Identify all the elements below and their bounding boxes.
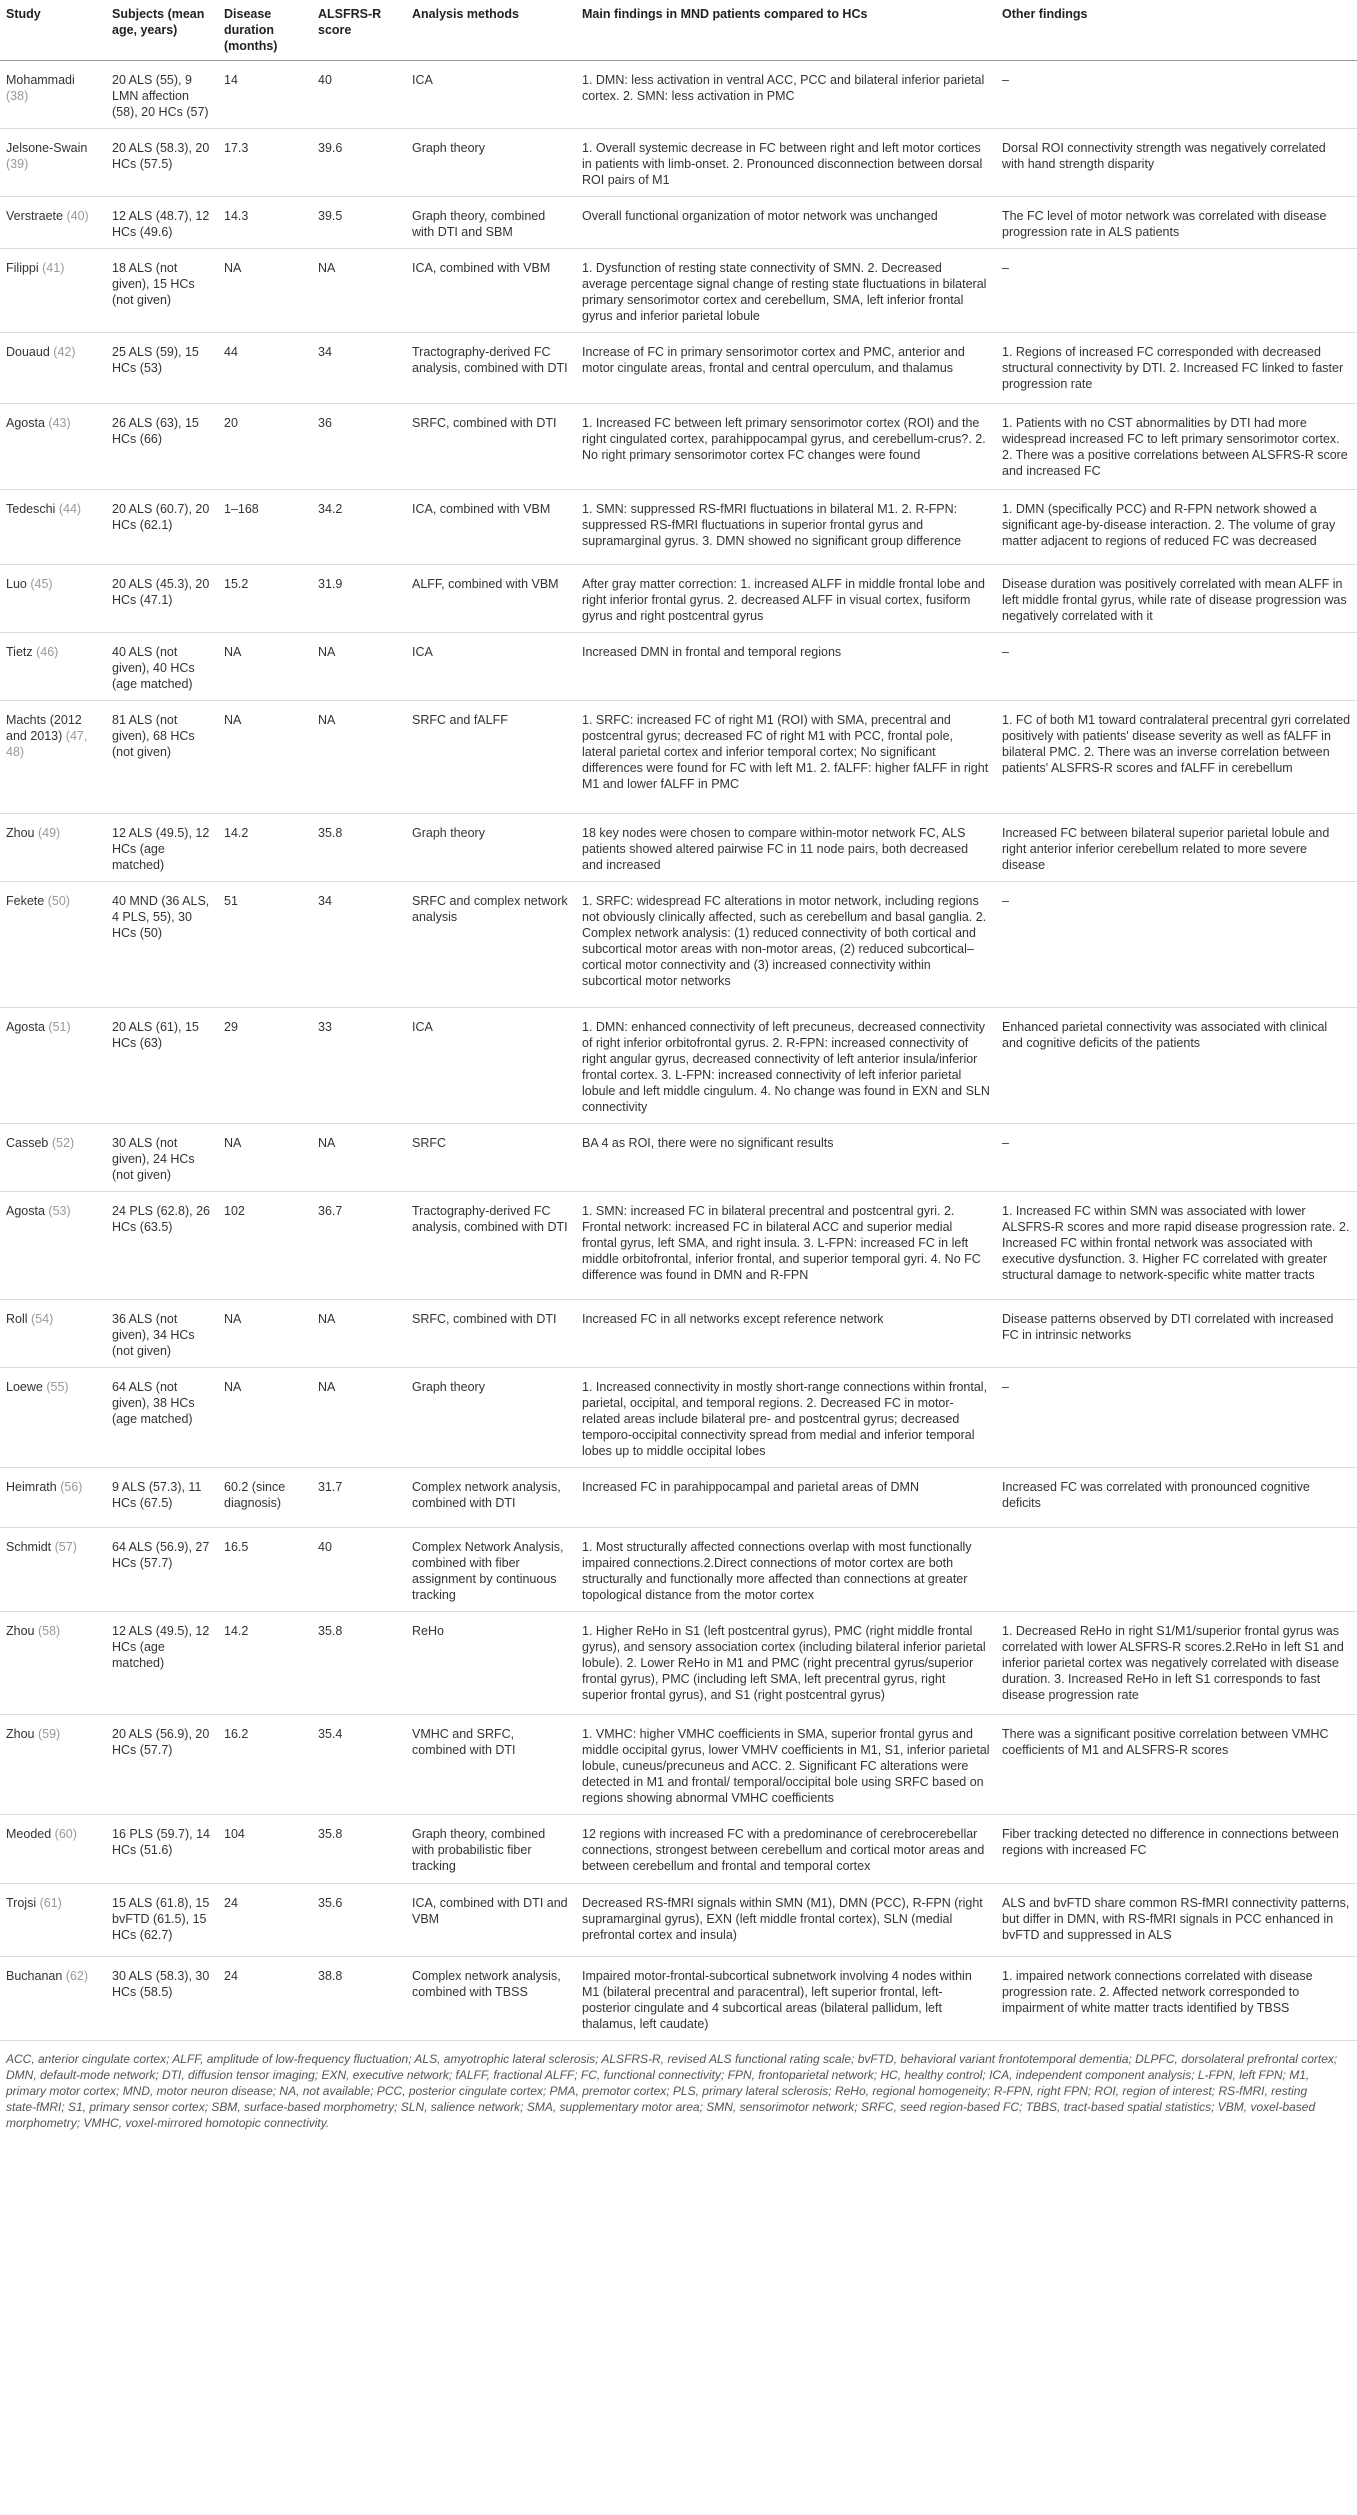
study-reference-link[interactable]: (45)	[30, 577, 53, 591]
analysis-methods-cell: Graph theory	[406, 814, 576, 882]
study-reference-link[interactable]: (38)	[6, 89, 29, 103]
study-name: Heimrath	[6, 1480, 57, 1494]
main-findings-cell: 1. SRFC: widespread FC alterations in motor network, including regions not obviously clinically affected, such as cerebellum and basal ganglia. 2. Complex network analysis: (1) reduced connectivity of both cortical and subcortical motor areas with non-motor areas, (2) reduced subcortical–cortical motor connectivity and (3) increased connectivity within subcortical motor networks	[576, 882, 996, 1008]
analysis-methods-cell: SRFC and fALFF	[406, 701, 576, 814]
main-findings-cell: Impaired motor-frontal-subcortical subnetwork involving 4 nodes within M1 (bilateral precentral and paracentral), left superior frontal, left-posterior cingulate and 4 subcortical areas (bilateral pallidum, left thalamus, left caudate)	[576, 1957, 996, 2041]
study-name: Jelsone-Swain	[6, 141, 88, 155]
study-name: Roll	[6, 1312, 28, 1326]
disease-duration-cell: 29	[218, 1008, 312, 1124]
analysis-methods-cell: Tractography-derived FC analysis, combined with DTI	[406, 333, 576, 404]
main-findings-cell: 1. Dysfunction of resting state connectivity of SMN. 2. Decreased average percentage signal change of resting state fluctuations in bilateral primary sensorimotor cortex and cerebellum, SMA, left inferior frontal gyrus and inferior parietal lobule	[576, 249, 996, 333]
alsfrs-score-cell: 34.2	[312, 490, 406, 565]
study-cell	[0, 249, 106, 333]
alsfrs-score-cell: 40	[312, 1528, 406, 1612]
disease-duration-cell: 16.5	[218, 1528, 312, 1612]
study-reference-link[interactable]: (61)	[39, 1896, 62, 1910]
other-findings-cell: 1. Patients with no CST abnormalities by DTI had more widespread increased FC to left primary sensorimotor cortex. 2. There was a positive correlations between ALSFRS-R score and increased FC	[996, 404, 1357, 490]
study-cell	[0, 1957, 106, 2041]
disease-duration-cell: 24	[218, 1957, 312, 2041]
study-reference-link[interactable]: (60)	[54, 1827, 77, 1841]
study-name: Fekete	[6, 894, 45, 908]
study-name: Casseb	[6, 1136, 49, 1150]
subjects-cell: 12 ALS (49.5), 12 HCs (age matched)	[106, 814, 218, 882]
analysis-methods-cell: Complex Network Analysis, combined with fiber assignment by continuous tracking	[406, 1528, 576, 1612]
header-methods: Analysis methods	[406, 0, 576, 61]
other-findings-cell: 1. impaired network connections correlated with disease progression rate. 2. Affected network corresponded to impairment of white matter tracts identified by TBSS	[996, 1957, 1357, 2041]
subjects-cell: 20 ALS (58.3), 20 HCs (57.5)	[106, 129, 218, 197]
table-row	[0, 1612, 1357, 1715]
table-row	[0, 1884, 1357, 1957]
alsfrs-score-cell: NA	[312, 249, 406, 333]
main-findings-cell: Increase of FC in primary sensorimotor cortex and PMC, anterior and motor cingulate areas, frontal and central operculum, and thalamus	[576, 333, 996, 404]
table-row	[0, 129, 1357, 197]
alsfrs-score-cell: NA	[312, 1368, 406, 1468]
subjects-cell: 26 ALS (63), 15 HCs (66)	[106, 404, 218, 490]
main-findings-cell: 1. Overall systemic decrease in FC between right and left motor cortices in patients with limb-onset. 2. Pronounced disconnection between dorsal ROI pairs of M1	[576, 129, 996, 197]
alsfrs-score-cell: 39.6	[312, 129, 406, 197]
main-findings-cell: Overall functional organization of motor network was unchanged	[576, 197, 996, 249]
study-name: Tietz	[6, 645, 33, 659]
table-row	[0, 1528, 1357, 1612]
disease-duration-cell: NA	[218, 1368, 312, 1468]
subjects-cell: 36 ALS (not given), 34 HCs (not given)	[106, 1300, 218, 1368]
study-name: Luo	[6, 577, 27, 591]
table-row	[0, 1300, 1357, 1368]
study-reference-link[interactable]: (53)	[48, 1204, 71, 1218]
study-name: Mohammadi	[6, 73, 75, 87]
study-reference-link[interactable]: (55)	[46, 1380, 69, 1394]
table-row	[0, 1192, 1357, 1300]
subjects-cell: 12 ALS (48.7), 12 HCs (49.6)	[106, 197, 218, 249]
subjects-cell: 40 MND (36 ALS, 4 PLS, 55), 30 HCs (50)	[106, 882, 218, 1008]
header-main-findings: Main findings in MND patients compared to HCs	[576, 0, 996, 61]
main-findings-cell: Increased FC in parahippocampal and parietal areas of DMN	[576, 1468, 996, 1528]
study-name: Schmidt	[6, 1540, 52, 1554]
study-reference-link[interactable]: (59)	[37, 1727, 61, 1741]
disease-duration-cell: NA	[218, 249, 312, 333]
subjects-cell: 81 ALS (not given), 68 HCs (not given)	[106, 701, 218, 814]
study-reference-link[interactable]: (43)	[48, 416, 71, 430]
study-name: Tedeschi	[6, 502, 56, 516]
header-duration: Disease duration (months)	[218, 0, 312, 61]
alsfrs-score-cell: 31.9	[312, 565, 406, 633]
study-reference-link[interactable]: (56)	[60, 1480, 83, 1494]
table-row	[0, 633, 1357, 701]
alsfrs-score-cell: 35.8	[312, 1612, 406, 1715]
other-findings-cell: –	[996, 633, 1357, 701]
main-findings-cell: 1. VMHC: higher VMHC coefficients in SMA, superior frontal gyrus and middle occipital gyrus, lower VMHV coefficients in M1, S1, inferior parietal lobule, cuneus/precuneus and ACC. 2. Significant FC alterations were detected in M1 and frontal/ temporal/occipital bole using SRFC based on regions showing abnormal VMHC coefficients	[576, 1715, 996, 1815]
study-name: Verstraete	[6, 209, 63, 223]
table-row	[0, 1957, 1357, 2041]
table-row	[0, 333, 1357, 404]
table-row	[0, 249, 1357, 333]
main-findings-cell: 1. SMN: suppressed RS-fMRI fluctuations in bilateral M1. 2. R-FPN: suppressed RS-fMRI fluctuations in superior frontal gyrus and supramarginal gyrus. 3. DMN showed no significant group difference	[576, 490, 996, 565]
analysis-methods-cell: VMHC and SRFC, combined with DTI	[406, 1715, 576, 1815]
analysis-methods-cell: ALFF, combined with VBM	[406, 565, 576, 633]
disease-duration-cell: 1–168	[218, 490, 312, 565]
other-findings-cell: Disease duration was positively correlated with mean ALFF in left middle frontal gyrus, while rate of disease progression was negatively correlated with it	[996, 565, 1357, 633]
study-name: Zhou	[6, 826, 35, 840]
main-findings-cell: 1. Most structurally affected connections overlap with most functionally impaired connections.2.Direct connections of motor cortex are both structurally and functionally more affected than connections at greater topological distance from the motor cortex	[576, 1528, 996, 1612]
analysis-methods-cell: Graph theory, combined with DTI and SBM	[406, 197, 576, 249]
study-cell	[0, 404, 106, 490]
other-findings-cell: Increased FC between bilateral superior parietal lobule and right anterior inferior cerebellum related to more severe disease	[996, 814, 1357, 882]
subjects-cell: 30 ALS (58.3), 30 HCs (58.5)	[106, 1957, 218, 2041]
alsfrs-score-cell: 34	[312, 882, 406, 1008]
study-cell	[0, 1300, 106, 1368]
main-findings-cell: 1. Increased connectivity in mostly short-range connections within frontal, parietal, occipital, and temporal regions. 2. Decreased FC in motor-related areas include bilateral pre- and postcentral gyrus; decreased temporo-occipital connectivity spread from medial and inferior temporal lobes up to middle occipital lobes	[576, 1368, 996, 1468]
study-cell	[0, 1884, 106, 1957]
analysis-methods-cell: ICA	[406, 61, 576, 129]
study-cell	[0, 701, 106, 814]
disease-duration-cell: 14.2	[218, 1612, 312, 1715]
study-cell	[0, 565, 106, 633]
alsfrs-score-cell: 39.5	[312, 197, 406, 249]
other-findings-cell	[996, 1528, 1357, 1612]
disease-duration-cell: 17.3	[218, 129, 312, 197]
main-findings-cell: After gray matter correction: 1. increased ALFF in middle frontal lobe and right inferior frontal gyrus. 2. decreased ALFF in visual cortex, fusiform gyrus and right postcentral gyrus	[576, 565, 996, 633]
alsfrs-score-cell: 36.7	[312, 1192, 406, 1300]
table-row	[0, 814, 1357, 882]
study-cell	[0, 633, 106, 701]
study-name: Loewe	[6, 1380, 43, 1394]
study-name: Buchanan	[6, 1969, 63, 1983]
subjects-cell: 18 ALS (not given), 15 HCs (not given)	[106, 249, 218, 333]
other-findings-cell: 1. Decreased ReHo in right S1/M1/superior frontal gyrus was correlated with lower ALSFRS-R scores.2.ReHo in left S1 and inferior parietal cortex was negatively correlated with disease duration. 3. Increased ReHo in left S1 corresponds to fast disease progression rate	[996, 1612, 1357, 1715]
main-findings-cell: 1. DMN: enhanced connectivity of left precuneus, decreased connectivity of right inferior orbitofrontal gyrus. 2. R-FPN: increased connectivity of right angular gyrus, decreased connectivity of left anterior insula/inferior frontal cortex. 3. L-FPN: increased connectivity of left inferior parietal lobule and left middle cingulum. 4. No change was found in EXN and SLN connectivity	[576, 1008, 996, 1124]
analysis-methods-cell: ICA	[406, 1008, 576, 1124]
study-cell	[0, 197, 106, 249]
study-name: Agosta	[6, 1020, 45, 1034]
study-cell	[0, 490, 106, 565]
study-reference-link[interactable]: (42)	[53, 345, 76, 359]
table-row	[0, 1468, 1357, 1528]
study-name: Agosta	[6, 416, 45, 430]
other-findings-cell: ALS and bvFTD share common RS-fMRI connectivity patterns, but differ in DMN, with RS-fMRI signals in PCC enhanced in bvFTD and suppressed in ALS	[996, 1884, 1357, 1957]
other-findings-cell: There was a significant positive correlation between VMHC coefficients of M1 and ALSFRS-R scores	[996, 1715, 1357, 1815]
study-name: Agosta	[6, 1204, 45, 1218]
table-row	[0, 1124, 1357, 1192]
alsfrs-score-cell: 38.8	[312, 1957, 406, 2041]
main-findings-cell: 1. SRFC: increased FC of right M1 (ROI) with SMA, precentral and postcentral gyrus; decreased FC of right M1 with PCC, frontal pole, lateral parietal cortex and inferior temporal cortex; No significant differences were found for FC with left M1. 2. fALFF: higher fALFF in right M1 and lower fALFF in PMC	[576, 701, 996, 814]
study-reference-link[interactable]: (62)	[65, 1969, 89, 1983]
study-reference-link[interactable]: (58)	[37, 1624, 61, 1638]
disease-duration-cell: 14	[218, 61, 312, 129]
analysis-methods-cell: Complex network analysis, combined with DTI	[406, 1468, 576, 1528]
other-findings-cell: –	[996, 61, 1357, 129]
subjects-cell: 20 ALS (56.9), 20 HCs (57.7)	[106, 1715, 218, 1815]
study-name: Zhou	[6, 1727, 35, 1741]
table-row	[0, 1368, 1357, 1468]
alsfrs-score-cell: 35.8	[312, 814, 406, 882]
subjects-cell: 30 ALS (not given), 24 HCs (not given)	[106, 1124, 218, 1192]
disease-duration-cell: 51	[218, 882, 312, 1008]
alsfrs-score-cell: 35.8	[312, 1815, 406, 1884]
other-findings-cell: Dorsal ROI connectivity strength was negatively correlated with hand strength disparity	[996, 129, 1357, 197]
main-findings-cell: Increased DMN in frontal and temporal regions	[576, 633, 996, 701]
subjects-cell: 15 ALS (61.8), 15 bvFTD (61.5), 15 HCs (62.7)	[106, 1884, 218, 1957]
analysis-methods-cell: ICA, combined with VBM	[406, 249, 576, 333]
study-cell	[0, 814, 106, 882]
other-findings-cell: –	[996, 1124, 1357, 1192]
main-findings-cell: BA 4 as ROI, there were no significant results	[576, 1124, 996, 1192]
study-reference-link[interactable]: (40)	[66, 209, 89, 223]
study-name: Zhou	[6, 1624, 35, 1638]
analysis-methods-cell: ICA, combined with DTI and VBM	[406, 1884, 576, 1957]
analysis-methods-cell: ReHo	[406, 1612, 576, 1715]
disease-duration-cell: 20	[218, 404, 312, 490]
study-cell	[0, 333, 106, 404]
study-name: Machts (2012 and 2013)	[6, 713, 82, 743]
analysis-methods-cell: SRFC, combined with DTI	[406, 1300, 576, 1368]
table-row	[0, 565, 1357, 633]
study-cell	[0, 1528, 106, 1612]
analysis-methods-cell: SRFC, combined with DTI	[406, 404, 576, 490]
header-study: Study	[0, 0, 106, 61]
analysis-methods-cell: SRFC and complex network analysis	[406, 882, 576, 1008]
subjects-cell: 64 ALS (56.9), 27 HCs (57.7)	[106, 1528, 218, 1612]
subjects-cell: 24 PLS (62.8), 26 HCs (63.5)	[106, 1192, 218, 1300]
disease-duration-cell: NA	[218, 1300, 312, 1368]
main-findings-cell: Increased FC in all networks except reference network	[576, 1300, 996, 1368]
analysis-methods-cell: Graph theory	[406, 1368, 576, 1468]
disease-duration-cell: 14.3	[218, 197, 312, 249]
other-findings-cell: The FC level of motor network was correlated with disease progression rate in ALS patients	[996, 197, 1357, 249]
alsfrs-score-cell: NA	[312, 633, 406, 701]
alsfrs-score-cell: NA	[312, 1124, 406, 1192]
header-other-findings: Other findings	[996, 0, 1357, 61]
study-reference-link[interactable]: (39)	[6, 157, 29, 171]
alsfrs-score-cell: 34	[312, 333, 406, 404]
other-findings-cell: Enhanced parietal connectivity was associated with clinical and cognitive deficits of the patients	[996, 1008, 1357, 1124]
subjects-cell: 20 ALS (60.7), 20 HCs (62.1)	[106, 490, 218, 565]
study-reference-link[interactable]: (57)	[54, 1540, 77, 1554]
analysis-methods-cell: ICA	[406, 633, 576, 701]
study-reference-link[interactable]: (50)	[47, 894, 70, 908]
study-reference-link[interactable]: (51)	[48, 1020, 71, 1034]
table-row	[0, 882, 1357, 1008]
disease-duration-cell: 44	[218, 333, 312, 404]
study-name: Meoded	[6, 1827, 52, 1841]
table-row	[0, 404, 1357, 490]
study-reference-link[interactable]: (54)	[31, 1312, 54, 1326]
disease-duration-cell: 14.2	[218, 814, 312, 882]
study-cell	[0, 1124, 106, 1192]
disease-duration-cell: NA	[218, 1124, 312, 1192]
other-findings-cell: –	[996, 1368, 1357, 1468]
other-findings-cell: Increased FC was correlated with pronounced cognitive deficits	[996, 1468, 1357, 1528]
study-cell	[0, 1612, 106, 1715]
alsfrs-score-cell: 33	[312, 1008, 406, 1124]
disease-duration-cell: 24	[218, 1884, 312, 1957]
study-cell	[0, 1368, 106, 1468]
alsfrs-score-cell: 35.4	[312, 1715, 406, 1815]
subjects-cell: 20 ALS (55), 9 LMN affection (58), 20 HCs (57)	[106, 61, 218, 129]
main-findings-cell: 1. Increased FC between left primary sensorimotor cortex (ROI) and the right cingulated cortex, parahippocampal gyrus, and cerebellum-crus?. 2. No right primary sensorimotor cortex FC changes were found	[576, 404, 996, 490]
analysis-methods-cell: Graph theory	[406, 129, 576, 197]
alsfrs-score-cell: 36	[312, 404, 406, 490]
study-name: Douaud	[6, 345, 50, 359]
disease-duration-cell: 104	[218, 1815, 312, 1884]
table-row	[0, 1715, 1357, 1815]
study-cell	[0, 882, 106, 1008]
table-footnote: ACC, anterior cingulate cortex; ALFF, amplitude of low-frequency fluctuation; ALS, amyotrophic lateral sclerosis; ALSFRS-R, revised ALS functional rating scale; bvFTD, behavioral variant frontotemporal dementia; DLPFC, dorsolateral prefrontal cortex; DMN, default-mode network; DTI, diffusion tensor imaging; EXN, executive network; fALFF, fractional ALFF; FC, functional connectivity; FPN, frontoparietal network; HC, healthy control; ICA, independent component analysis; L-FPN, left FPN; M1, primary motor cortex; MND, motor neuron disease; NA, not available; PCC, posterior cingulate cortex; PMA, premotor cortex; PLS, primary lateral sclerosis; ReHo, regional homogeneity; R-FPN, right FPN; ROI, region of interest; RS-fMRI, resting state-fMRI; S1, primary sensor cortex; SBM, surface-based morphometry; SLN, salience network; SMA, supplementary motor area; SMN, sensorimotor network; SRFC, seed region-based FC; TBBS, tract-based spatial statistics; VBM, voxel-based morphometry; VMHC, voxel-mirrored homotopic connectivity.	[6, 2052, 1338, 2130]
subjects-cell: 12 ALS (49.5), 12 HCs (age matched)	[106, 1612, 218, 1715]
disease-duration-cell: 60.2 (since diagnosis)	[218, 1468, 312, 1528]
other-findings-cell: 1. Regions of increased FC corresponded with decreased structural connectivity by DTI. 2. Increased FC linked to faster progression rate	[996, 333, 1357, 404]
alsfrs-score-cell: 40	[312, 61, 406, 129]
subjects-cell: 20 ALS (61), 15 HCs (63)	[106, 1008, 218, 1124]
table-row	[0, 1008, 1357, 1124]
subjects-cell: 9 ALS (57.3), 11 HCs (67.5)	[106, 1468, 218, 1528]
table-header-row	[0, 0, 1357, 61]
subjects-cell: 20 ALS (45.3), 20 HCs (47.1)	[106, 565, 218, 633]
alsfrs-score-cell: NA	[312, 701, 406, 814]
study-reference-link[interactable]: (52)	[51, 1136, 75, 1150]
other-findings-cell: 1. FC of both M1 toward contralateral precentral gyri correlated positively with patients' disease severity as well as fALFF in bilateral PMC. 2. There was an inverse correlation between patients' ALSFRS-R scores and fALFF in cerebellum	[996, 701, 1357, 814]
study-cell	[0, 1815, 106, 1884]
alsfrs-score-cell: 31.7	[312, 1468, 406, 1528]
table-body	[0, 61, 1357, 2041]
analysis-methods-cell: ICA, combined with VBM	[406, 490, 576, 565]
study-reference-link[interactable]: (41)	[42, 261, 65, 275]
study-cell	[0, 1192, 106, 1300]
subjects-cell: 64 ALS (not given), 38 HCs (age matched)	[106, 1368, 218, 1468]
other-findings-cell: 1. DMN (specifically PCC) and R-FPN network showed a significant age-by-disease interaction. 2. The volume of gray matter adjacent to regions of reduced FC was decreased	[996, 490, 1357, 565]
subjects-cell: 40 ALS (not given), 40 HCs (age matched)	[106, 633, 218, 701]
alsfrs-score-cell: NA	[312, 1300, 406, 1368]
study-name: Filippi	[6, 261, 39, 275]
study-cell	[0, 1468, 106, 1528]
study-name: Trojsi	[6, 1896, 37, 1910]
analysis-methods-cell: Graph theory, combined with probabilistic fiber tracking	[406, 1815, 576, 1884]
other-findings-cell: 1. Increased FC within SMN was associated with lower ALSFRS-R scores and more rapid disease progression rate. 2. Increased FC within frontal network was associated with executive dysfunction. 3. Higher FC correlated with greater structural damage to network-specific white matter tracts	[996, 1192, 1357, 1300]
disease-duration-cell: 16.2	[218, 1715, 312, 1815]
header-subjects: Subjects (mean age, years)	[106, 0, 218, 61]
table-row	[0, 1815, 1357, 1884]
table-row	[0, 61, 1357, 129]
main-findings-cell: 12 regions with increased FC with a predominance of cerebrocerebellar connections, strongest between cerebellum and cortical motor areas and between cerebellum and frontal and temporal cortex	[576, 1815, 996, 1884]
analysis-methods-cell: Tractography-derived FC analysis, combined with DTI	[406, 1192, 576, 1300]
study-reference-link[interactable]: (46)	[36, 645, 59, 659]
study-reference-link[interactable]: (47, 48)	[6, 729, 88, 759]
study-reference-link[interactable]: (44)	[58, 502, 82, 516]
header-score: ALSFRS-R score	[312, 0, 406, 61]
disease-duration-cell: 102	[218, 1192, 312, 1300]
main-findings-cell: 18 key nodes were chosen to compare within-motor network FC, ALS patients showed altered pairwise FC in 11 node pairs, both decreased and increased	[576, 814, 996, 882]
table-row	[0, 197, 1357, 249]
main-findings-cell: 1. DMN: less activation in ventral ACC, PCC and bilateral inferior parietal cortex. 2. SMN: less activation in PMC	[576, 61, 996, 129]
study-cell	[0, 1715, 106, 1815]
study-cell	[0, 1008, 106, 1124]
analysis-methods-cell: Complex network analysis, combined with TBSS	[406, 1957, 576, 2041]
other-findings-cell: –	[996, 249, 1357, 333]
study-cell	[0, 61, 106, 129]
main-findings-cell: 1. Higher ReHo in S1 (left postcentral gyrus), PMC (right middle frontal gyrus), and sensory association cortex (including bilateral inferior parietal lobule). 2. Lower ReHo in M1 and PMC (right precentral gyrus/superior frontal gyrus), PMC (including left SMA, left precentral gyrus, right superior frontal gyrus), and S1 (right postcentral gyrus)	[576, 1612, 996, 1715]
table-row	[0, 701, 1357, 814]
main-findings-cell: Decreased RS-fMRI signals within SMN (M1), DMN (PCC), R-FPN (right supramarginal gyrus), EXN (left middle frontal cortex), SLN (medial prefrontal cortex and insula)	[576, 1884, 996, 1957]
other-findings-cell: Fiber tracking detected no difference in connections between regions with increased FC	[996, 1815, 1357, 1884]
subjects-cell: 16 PLS (59.7), 14 HCs (51.6)	[106, 1815, 218, 1884]
study-cell	[0, 129, 106, 197]
table-row	[0, 490, 1357, 565]
disease-duration-cell: NA	[218, 633, 312, 701]
alsfrs-score-cell: 35.6	[312, 1884, 406, 1957]
other-findings-cell: –	[996, 882, 1357, 1008]
main-findings-cell: 1. SMN: increased FC in bilateral precentral and postcentral gyri. 2. Frontal network: increased FC in bilateral ACC and superior medial frontal gyrus, left SMA, and right insula. 3. L-FPN: increased FC in left middle orbitofrontal, inferior frontal, and superior temporal gyri. 4. No FC difference was found in DMN and R-FPN	[576, 1192, 996, 1300]
study-reference-link[interactable]: (49)	[37, 826, 61, 840]
subjects-cell: 25 ALS (59), 15 HCs (53)	[106, 333, 218, 404]
disease-duration-cell: 15.2	[218, 565, 312, 633]
analysis-methods-cell: SRFC	[406, 1124, 576, 1192]
other-findings-cell: Disease patterns observed by DTI correlated with increased FC in intrinsic networks	[996, 1300, 1357, 1368]
disease-duration-cell: NA	[218, 701, 312, 814]
